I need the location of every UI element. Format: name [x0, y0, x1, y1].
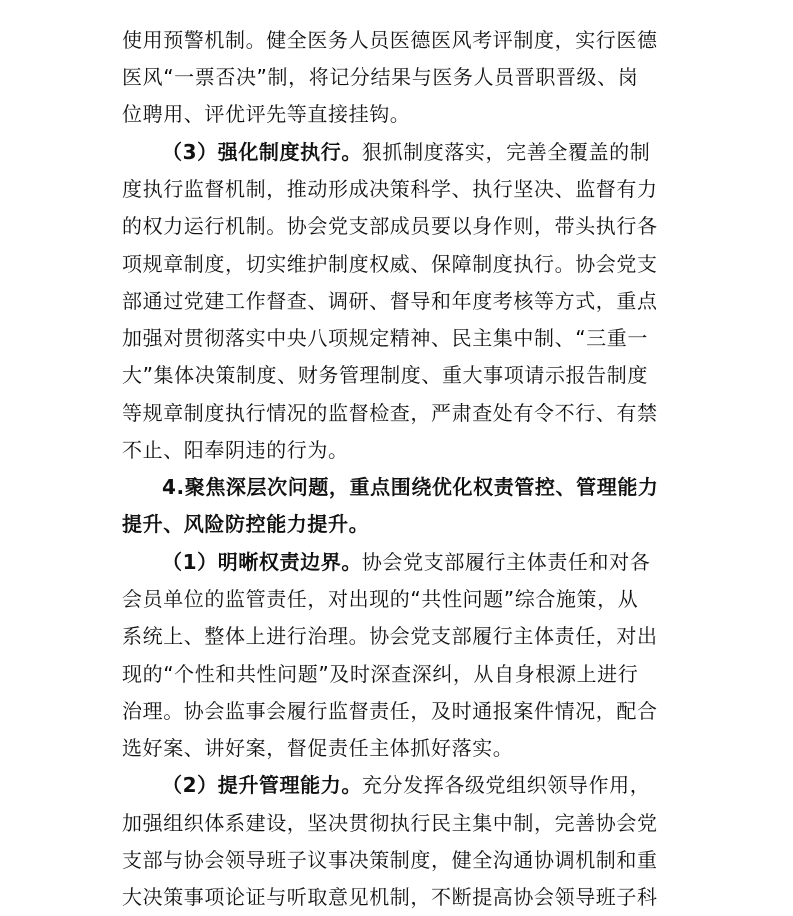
text-line	[122, 805, 677, 842]
text-line	[162, 469, 677, 506]
text-run: 项规章制度，切实维护制度权威、保障制度执行。协会党支	[122, 252, 658, 276]
text-run: 充分发挥各级党组织领导作用，	[361, 773, 651, 797]
text-run: 现的“个性和共性问题”及时深查深纠，从自身根源上进行	[122, 662, 639, 686]
section-heading: 提升、风险防控能力提升。	[122, 512, 370, 536]
text-line	[122, 22, 677, 59]
text-line	[122, 581, 677, 618]
text-line	[122, 730, 677, 767]
text-line	[122, 59, 677, 96]
text-line	[122, 656, 677, 693]
text-run: 医风“一票否决”制，将记分结果与医务人员晋职晋级、岗	[122, 65, 639, 89]
text-run: 协会党支部履行主体责任和对各	[361, 550, 651, 574]
text-line	[122, 506, 677, 543]
text-run: 系统上、整体上进行治理。协会党支部履行主体责任，对出	[122, 624, 658, 648]
text-line	[162, 767, 677, 804]
text-line	[122, 246, 677, 283]
section-heading: 4.聚焦深层次问题，重点围绕优化权责管控、管理能力	[162, 475, 659, 499]
section-heading: （3）强化制度执行。	[162, 140, 362, 164]
text-run: 使用预警机制。健全医务人员医德医风考评制度，实行医德	[122, 28, 658, 52]
text-line	[122, 842, 677, 879]
text-line	[162, 134, 677, 171]
text-run: 位聘用、评优评先等直接挂钩。	[122, 102, 411, 126]
text-line	[122, 357, 677, 394]
text-run: 等规章制度执行情况的监督检查，严肃查处有令不行、有禁	[122, 401, 658, 425]
text-run: 不止、阳奉阴违的行为。	[122, 438, 349, 462]
text-run: 大”集体决策制度、财务管理制度、重大事项请示报告制度	[122, 363, 648, 387]
section-heading: （1）明晰权责边界。	[162, 550, 362, 574]
text-line	[122, 320, 677, 357]
text-run: 治理。协会监事会履行监督责任，及时通报案件情况，配合	[122, 699, 658, 723]
text-line	[122, 96, 677, 133]
text-line	[122, 879, 677, 916]
text-run: 的权力运行机制。协会党支部成员要以身作则，带头执行各	[122, 214, 658, 238]
text-line	[122, 208, 677, 245]
text-run: 会员单位的监管责任，对出现的“共性问题”综合施策，从	[122, 587, 639, 611]
text-line	[122, 283, 677, 320]
text-run: 部通过党建工作督查、调研、督导和年度考核等方式，重点	[122, 289, 658, 313]
text-line	[162, 544, 677, 581]
text-line	[122, 171, 677, 208]
text-line	[122, 395, 677, 432]
text-run: 选好案、讲好案，督促责任主体抓好落实。	[122, 736, 514, 760]
text-run: 大决策事项论证与听取意见机制，不断提高协会领导班子科	[122, 885, 658, 909]
text-run: 支部与协会领导班子议事决策制度，健全沟通协调机制和重	[122, 848, 658, 872]
text-run: 度执行监督机制，推动形成决策科学、执行坚决、监督有力	[122, 177, 658, 201]
text-line	[122, 432, 677, 469]
text-run: 加强对贯彻落实中央八项规定精神、民主集中制、“三重一	[122, 326, 648, 350]
text-run: 加强组织体系建设，坚决贯彻执行民主集中制，完善协会党	[122, 811, 658, 835]
section-heading: （2）提升管理能力。	[162, 773, 362, 797]
text-run: 狠抓制度落实，完善全覆盖的制	[361, 140, 651, 164]
text-line	[122, 693, 677, 730]
text-line	[122, 618, 677, 655]
